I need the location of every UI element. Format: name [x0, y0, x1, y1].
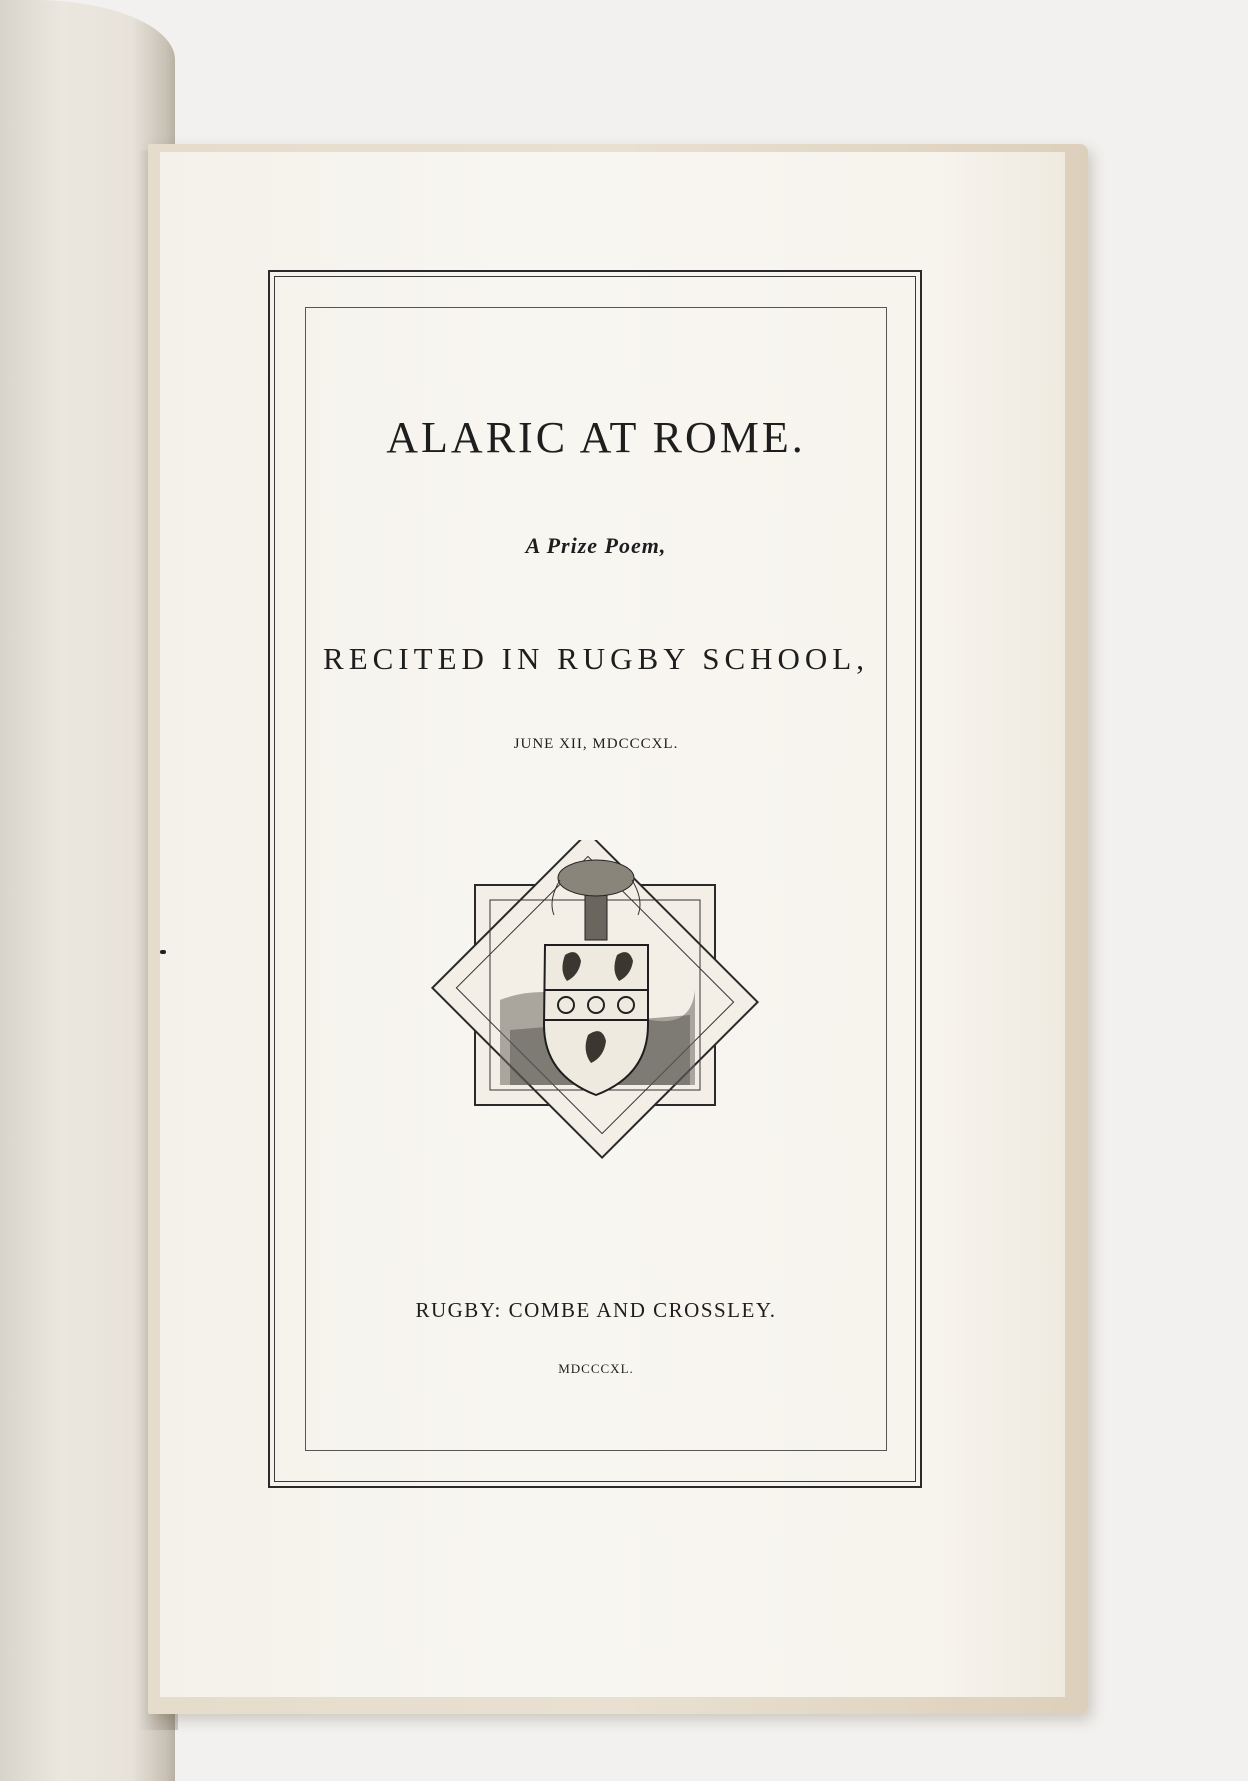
book-subtitle: A Prize Poem, [525, 533, 667, 558]
coat-of-arms-icon [420, 840, 770, 1160]
book-title: ALARIC AT ROME. [386, 413, 806, 462]
publisher-line: RUGBY: COMBE AND CROSSLEY. [415, 1298, 777, 1322]
publication-year: MDCCCXL. [558, 1361, 634, 1376]
page-blemish [160, 950, 166, 954]
recital-date: JUNE XII, MDCCCXL. [513, 736, 679, 752]
recited-line: RECITED IN RUGBY SCHOOL, [323, 641, 869, 676]
